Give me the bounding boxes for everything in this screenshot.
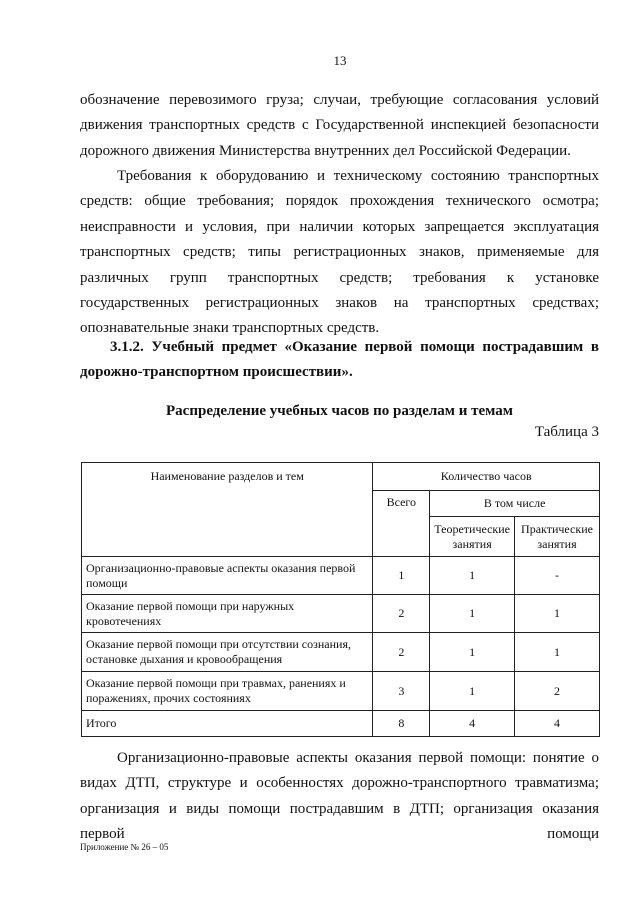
header-name: Наименование разделов и тем (82, 463, 373, 557)
row-theory: 4 (430, 711, 515, 737)
row-practice: 2 (515, 672, 600, 711)
row-practice: 1 (515, 633, 600, 672)
table-label: Таблица 3 (534, 424, 599, 440)
row-theory: 1 (430, 672, 515, 711)
row-total: 8 (373, 711, 430, 737)
section-heading-text: 3.1.2. Учебный предмет «Оказание первой помощи пострадавшим в дорожно-транспортном происшествии». (80, 339, 599, 381)
row-theory: 1 (430, 633, 515, 672)
header-total: Всего (373, 491, 430, 557)
table-row (82, 557, 600, 595)
table-row (82, 595, 600, 633)
paragraph-cargo-designation: обозначение перевозимого груза; случаи, требующие согласования условий движения транспортных средств с Государственной инспекцией безопасности дорожного движения Министерства внутренних дел Российской Федерации. (80, 92, 599, 159)
footer-appendix: Приложение № 26 – 05 (80, 842, 169, 852)
hours-distribution-table (81, 462, 600, 737)
row-name: Оказание первой помощи при травмах, ранениях и поражениях, прочих состояниях (82, 672, 373, 711)
table-row (82, 633, 600, 672)
row-name: Оказание первой помощи при наружных кровотечениях (82, 595, 373, 633)
row-practice: 4 (515, 711, 600, 737)
row-name: Оказание первой помощи при отсутствии сознания, остановке дыхания и кровообращения (82, 633, 373, 672)
header-practice: Практические занятия (515, 517, 600, 557)
row-practice: - (515, 557, 600, 595)
row-theory: 1 (430, 557, 515, 595)
row-total: 2 (373, 595, 430, 633)
row-name: Итого (82, 711, 373, 737)
row-theory: 1 (430, 595, 515, 633)
paragraph-legal-aspects: Организационно-правовые аспекты оказания первой помощи: понятие о видах ДТП, структуре и особенностях дорожно-транспортного травматизма; организация и виды помощи пострадавшим в ДТП; организация оказания первой помощи (80, 750, 599, 843)
row-total: 3 (373, 672, 430, 711)
row-total: 1 (373, 557, 430, 595)
table-caption: Распределение учебных часов по разделам и темам (166, 403, 513, 419)
section-heading (80, 335, 599, 386)
row-name: Организационно-правовые аспекты оказания первой помощи (82, 557, 373, 595)
header-hours: Количество часов (373, 463, 600, 491)
row-practice: 1 (515, 595, 600, 633)
paragraph-vehicle-requirements: Требования к оборудованию и техническому состоянию транспортных средств: общие требования; порядок прохождения технического осмотра; неисправности и условия, при наличии которых запрещается эксплуатация транспортных средств; типы регистрационных знаков, применяемые для различных групп транспортных средств; требования к установке государственных регистрационных знаков на транспортных средствах; опознавательные знаки транспортных средств. (80, 168, 599, 337)
table-row-total (82, 711, 600, 737)
table-row (82, 672, 600, 711)
header-theory: Теоретические занятия (430, 517, 515, 557)
page-number: 13 (333, 53, 347, 68)
header-including: В том числе (430, 491, 600, 517)
row-total: 2 (373, 633, 430, 672)
